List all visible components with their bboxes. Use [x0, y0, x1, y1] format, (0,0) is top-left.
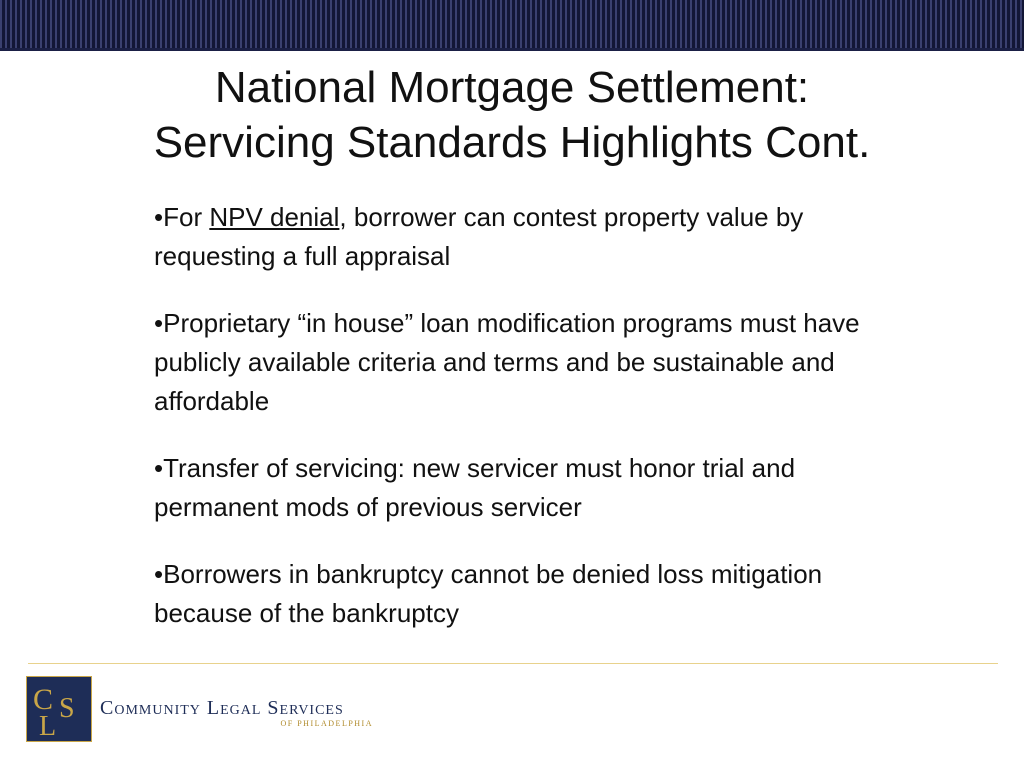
npv-denial-link[interactable]: NPV denial — [209, 202, 340, 232]
slide-title-line-1: National Mortgage Settlement: — [214, 63, 810, 112]
bullet-npv-denial — [154, 198, 914, 276]
top-decorative-band — [0, 0, 1024, 48]
svg-text:L: L — [39, 711, 57, 741]
bullet-list — [154, 198, 914, 661]
svg-text:S: S — [59, 693, 75, 724]
bullet-proprietary-programs: •Proprietary “in house” loan modification programs must have publicly available criteria and terms and be sustainable and affordable — [154, 308, 860, 416]
top-band-edge — [0, 48, 1024, 51]
org-subtitle: OF PHILADELPHIA — [280, 719, 373, 728]
org-name: Community Legal Services — [100, 697, 344, 719]
svg-text:C: C — [33, 683, 54, 716]
cls-monogram-logo-icon — [26, 676, 92, 742]
bullet-1-prefix: •For — [154, 202, 210, 232]
footer-divider — [28, 663, 998, 664]
bullet-1-suffix: , borrower can contest property value by requesting a full appraisal — [154, 202, 804, 271]
slide-title-line-2: Servicing Standards Highlights Cont. — [153, 118, 871, 167]
slide-title — [0, 60, 1024, 170]
bullet-transfer-of-servicing: •Transfer of servicing: new servicer must honor trial and permanent mods of previous servicer — [154, 453, 796, 522]
bullet-bankruptcy: •Borrowers in bankruptcy cannot be denied loss mitigation because of the bankruptcy — [154, 559, 823, 628]
